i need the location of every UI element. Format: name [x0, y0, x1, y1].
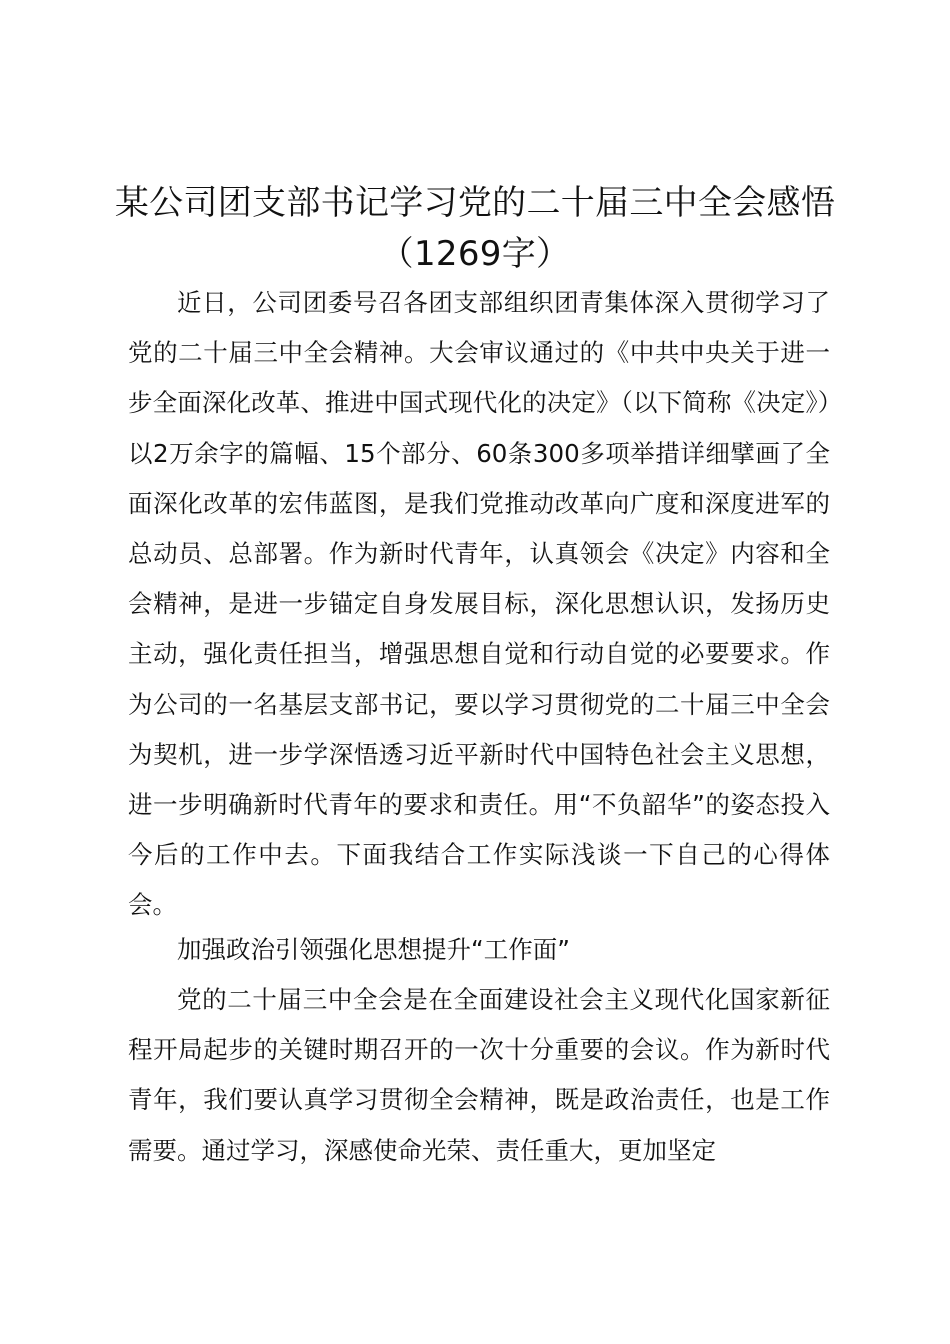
document-title: 某公司团支部书记学习党的二十届三中全会感悟（1269字） — [114, 183, 836, 274]
section-heading: 加强政治引领强化思想提升“工作面” — [177, 935, 570, 964]
paragraph-section-body: 党的二十届三中全会是在全面建设社会主义现代化国家新征程开局起步的关键时期召开的一次十分重要的会议。作为新时代青年，我们要认真学习贯彻全会精神，既是政治责任，也是工作需要。通过学习，深感使命光荣、责任重大，更加坚定 — [128, 985, 830, 1165]
paragraph-intro: 近日，公司团委号召各团支部组织团青集体深入贯彻学习了党的二十届三中全会精神。大会审议通过的《中共中央关于进一步全面深化改革、推进中国式现代化的决定》（以下简称《决定》）以2万余字的篇幅、15个部分、60条300多项举措详细擘画了全面深化改革的宏伟蓝图，是我们党推动改革向广度和深度进军的总动员、总部署。作为新时代青年，认真领会《决定》内容和全会精神，是进一步锚定自身发展目标，深化思想认识，发扬历史主动，强化责任担当，增强思想自觉和行动自觉的必要要求。作为公司的一名基层支部书记，要以学习贯彻党的二十届三中全会为契机，进一步学深悟透习近平新时代中国特色社会主义思想，进一步明确新时代青年的要求和责任。用“不负韶华”的姿态投入今后的工作中去。下面我结合工作实际浅谈一下自己的心得体会。 — [128, 288, 830, 920]
